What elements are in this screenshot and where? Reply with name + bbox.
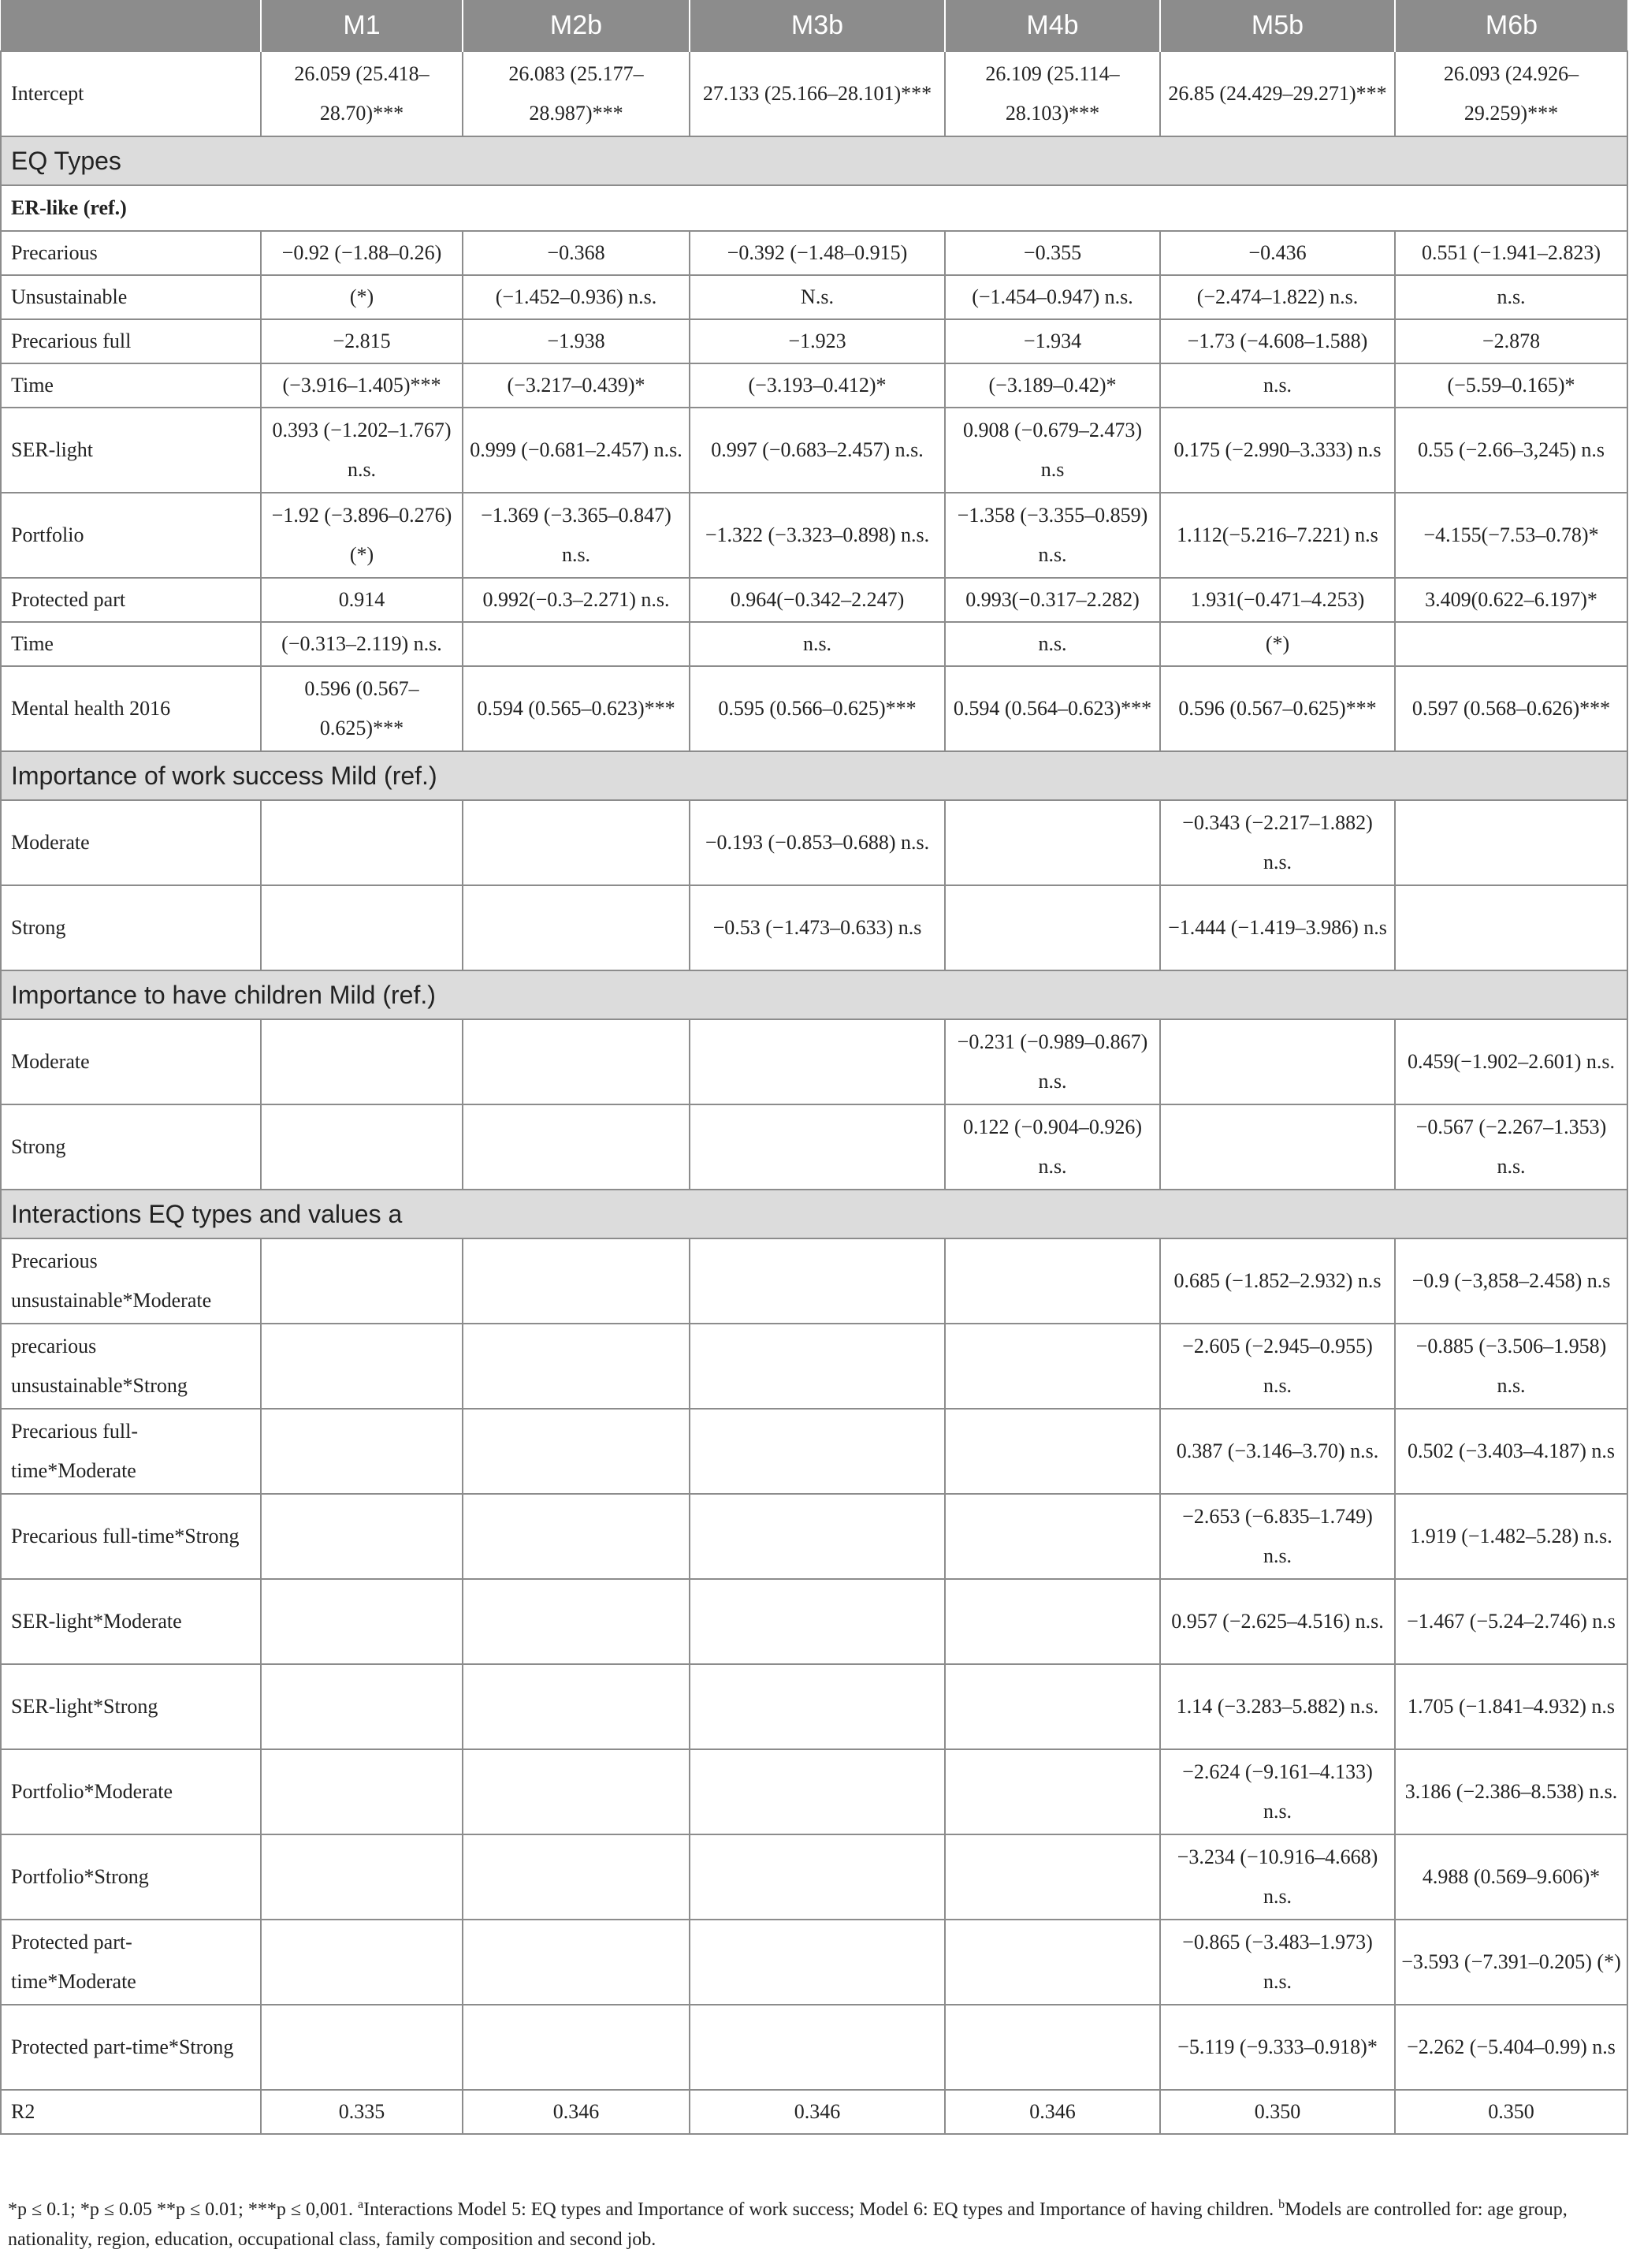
table-body <box>1 51 1627 2134</box>
row-label: Time <box>1 622 261 666</box>
table-cell <box>945 2005 1160 2090</box>
table-cell <box>463 1749 690 1834</box>
table-cell <box>945 1664 1160 1749</box>
table-cell: 0.594 (0.564–0.623)*** <box>945 666 1160 751</box>
table-cell <box>690 2005 945 2090</box>
row-label: Precarious full <box>1 319 261 363</box>
table-cell: 0.502 (−3.403–4.187) n.s <box>1395 1409 1627 1494</box>
section-heading: Importance of work success Mild (ref.) <box>1 751 1627 800</box>
table-cell <box>690 1238 945 1324</box>
table-cell: −0.865 (−3.483–1.973) n.s. <box>1160 1920 1395 2005</box>
table-cell <box>463 1104 690 1190</box>
table-cell: −0.368 <box>463 231 690 275</box>
table-cell <box>690 1409 945 1494</box>
section-row <box>1 1190 1627 1238</box>
table-cell <box>463 885 690 970</box>
table-cell <box>463 800 690 885</box>
table-row <box>1 1238 1627 1324</box>
table-cell: 0.964(−0.342–2.247) <box>690 578 945 622</box>
table-cell <box>261 2005 463 2090</box>
table-cell <box>463 1409 690 1494</box>
table-row <box>1 363 1627 408</box>
table-cell: 1.931(−0.471–4.253) <box>1160 578 1395 622</box>
table-row <box>1 2090 1627 2134</box>
table-cell <box>1395 622 1627 666</box>
table-row <box>1 1749 1627 1834</box>
table-cell <box>690 1494 945 1579</box>
table-cell: −3.593 (−7.391–0.205) (*) <box>1395 1920 1627 2005</box>
table-cell: n.s. <box>1395 275 1627 319</box>
table-cell <box>690 1019 945 1104</box>
table-cell: −0.392 (−1.48–0.915) <box>690 231 945 275</box>
table-cell: −0.343 (−2.217–1.882) n.s. <box>1160 800 1395 885</box>
table-cell <box>261 1324 463 1409</box>
table-cell: 0.908 (−0.679–2.473) n.s <box>945 408 1160 493</box>
table-cell <box>261 1579 463 1664</box>
table-cell: −1.444 (−1.419–3.986) n.s <box>1160 885 1395 970</box>
table-cell <box>1395 885 1627 970</box>
table-cell: −2.653 (−6.835–1.749) n.s. <box>1160 1494 1395 1579</box>
table-row <box>1 1920 1627 2005</box>
table-cell: −2.878 <box>1395 319 1627 363</box>
row-label: Protected part <box>1 578 261 622</box>
table-cell <box>463 2005 690 2090</box>
table-cell: −2.605 (−2.945–0.955) n.s. <box>1160 1324 1395 1409</box>
table-cell: −0.9 (−3,858–2.458) n.s <box>1395 1238 1627 1324</box>
table-row <box>1 275 1627 319</box>
table-cell <box>261 1664 463 1749</box>
table-cell <box>690 1104 945 1190</box>
table-row <box>1 622 1627 666</box>
table-cell <box>261 1238 463 1324</box>
table-cell <box>1160 1019 1395 1104</box>
table-cell <box>463 1494 690 1579</box>
table-cell: (−1.452–0.936) n.s. <box>463 275 690 319</box>
table-cell: −5.119 (−9.333–0.918)* <box>1160 2005 1395 2090</box>
table-cell: 0.596 (0.567–0.625)*** <box>261 666 463 751</box>
table-cell <box>945 1324 1160 1409</box>
table-cell: −1.73 (−4.608–1.588) <box>1160 319 1395 363</box>
table-cell: 0.999 (−0.681–2.457) n.s. <box>463 408 690 493</box>
table-cell: −0.885 (−3.506–1.958) n.s. <box>1395 1324 1627 1409</box>
row-label: Portfolio*Moderate <box>1 1749 261 1834</box>
table-cell: 0.350 <box>1160 2090 1395 2134</box>
table-cell <box>945 1238 1160 1324</box>
table-cell: −0.231 (−0.989–0.867) n.s. <box>945 1019 1160 1104</box>
table-cell <box>261 1834 463 1920</box>
table-row <box>1 1664 1627 1749</box>
table-cell: −0.193 (−0.853–0.688) n.s. <box>690 800 945 885</box>
table-cell: −1.92 (−3.896–0.276)(*) <box>261 493 463 578</box>
row-label: Precarious full-time*Strong <box>1 1494 261 1579</box>
header-cell: M2b <box>463 0 690 51</box>
row-label: Portfolio <box>1 493 261 578</box>
table-cell: −4.155(−7.53–0.78)* <box>1395 493 1627 578</box>
table-cell <box>261 885 463 970</box>
table-row <box>1 1409 1627 1494</box>
table-cell: 0.594 (0.565–0.623)*** <box>463 666 690 751</box>
table-cell <box>463 1019 690 1104</box>
table-cell: 0.595 (0.566–0.625)*** <box>690 666 945 751</box>
table-cell: −0.92 (−1.88–0.26) <box>261 231 463 275</box>
section-row <box>1 970 1627 1019</box>
row-label: Portfolio*Strong <box>1 1834 261 1920</box>
table-cell <box>945 1579 1160 1664</box>
table-cell: 26.85 (24.429–29.271)*** <box>1160 51 1395 136</box>
table-cell: −0.567 (−2.267–1.353) n.s. <box>1395 1104 1627 1190</box>
table-cell <box>463 1834 690 1920</box>
table-row <box>1 493 1627 578</box>
table-cell: n.s. <box>945 622 1160 666</box>
table-cell: n.s. <box>690 622 945 666</box>
table-cell: 26.083 (25.177–28.987)*** <box>463 51 690 136</box>
table-cell: −1.923 <box>690 319 945 363</box>
row-label: SER-light*Strong <box>1 1664 261 1749</box>
table-cell: 3.186 (−2.386–8.538) n.s. <box>1395 1749 1627 1834</box>
header-cell: M4b <box>945 0 1160 51</box>
table-cell: 0.350 <box>1395 2090 1627 2134</box>
table-row <box>1 1494 1627 1579</box>
table-cell <box>690 1579 945 1664</box>
table-row <box>1 1104 1627 1190</box>
table-cell: 27.133 (25.166–28.101)*** <box>690 51 945 136</box>
table-cell <box>945 800 1160 885</box>
table-cell: 1.14 (−3.283–5.882) n.s. <box>1160 1664 1395 1749</box>
table-row <box>1 1324 1627 1409</box>
header-cell: M1 <box>261 0 463 51</box>
table-cell: (−2.474–1.822) n.s. <box>1160 275 1395 319</box>
footnote-marker: b <box>1278 2198 1285 2211</box>
table-cell <box>945 1834 1160 1920</box>
row-label: Precarious <box>1 231 261 275</box>
table-cell: −1.358 (−3.355–0.859) n.s. <box>945 493 1160 578</box>
row-label: SER-light <box>1 408 261 493</box>
table-cell <box>690 1920 945 2005</box>
table-cell <box>1160 1104 1395 1190</box>
table-cell: −1.322 (−3.323–0.898) n.s. <box>690 493 945 578</box>
section-heading: EQ Types <box>1 136 1627 185</box>
section-heading: Interactions EQ types and values a <box>1 1190 1627 1238</box>
table-cell: −2.815 <box>261 319 463 363</box>
footnote-text: Models are controlled for: age group, nationality, region, education, occupational class, family composition and second job. <box>8 2199 1568 2250</box>
table-cell: (−3.217–0.439)* <box>463 363 690 408</box>
table-row <box>1 666 1627 751</box>
table-cell: 0.685 (−1.852–2.932) n.s <box>1160 1238 1395 1324</box>
table-cell <box>261 1920 463 2005</box>
table-cell <box>945 1749 1160 1834</box>
header-cell: M5b <box>1160 0 1395 51</box>
table-cell <box>1395 800 1627 885</box>
table-row <box>1 885 1627 970</box>
row-label: precarious unsustainable*Strong <box>1 1324 261 1409</box>
table-cell: −0.436 <box>1160 231 1395 275</box>
table-cell: 1.919 (−1.482–5.28) n.s. <box>1395 1494 1627 1579</box>
table-cell: 1.705 (−1.841–4.932) n.s <box>1395 1664 1627 1749</box>
table-cell: 0.459(−1.902–2.601) n.s. <box>1395 1019 1627 1104</box>
table-cell <box>945 1920 1160 2005</box>
row-label: Strong <box>1 885 261 970</box>
table-cell: (*) <box>261 275 463 319</box>
table-cell: −1.467 (−5.24–2.746) n.s <box>1395 1579 1627 1664</box>
table-cell: 0.551 (−1.941–2.823) <box>1395 231 1627 275</box>
row-label: Precarious unsustainable*Moderate <box>1 1238 261 1324</box>
table-cell: 0.175 (−2.990–3.333) n.s <box>1160 408 1395 493</box>
row-label: Protected part-time*Strong <box>1 2005 261 2090</box>
table-row <box>1 319 1627 363</box>
table-cell: 0.914 <box>261 578 463 622</box>
table-cell: −1.369 (−3.365–0.847) n.s. <box>463 493 690 578</box>
table-cell: N.s. <box>690 275 945 319</box>
table-cell: 26.093 (24.926–29.259)*** <box>1395 51 1627 136</box>
table-cell <box>261 800 463 885</box>
table-cell: 0.346 <box>690 2090 945 2134</box>
table-cell <box>261 1409 463 1494</box>
table-cell: −1.938 <box>463 319 690 363</box>
table-footnote <box>8 2195 1623 2255</box>
row-label: R2 <box>1 2090 261 2134</box>
table-cell: n.s. <box>1160 363 1395 408</box>
table-cell: 0.387 (−3.146–3.70) n.s. <box>1160 1409 1395 1494</box>
table-cell: 0.122 (−0.904–0.926) n.s. <box>945 1104 1160 1190</box>
header-cell: M6b <box>1395 0 1627 51</box>
row-label: SER-light*Moderate <box>1 1579 261 1664</box>
table-cell: (−3.193–0.412)* <box>690 363 945 408</box>
table-cell: (−3.189–0.42)* <box>945 363 1160 408</box>
table-row <box>1 578 1627 622</box>
table-cell: −0.53 (−1.473–0.633) n.s <box>690 885 945 970</box>
table-cell <box>261 1104 463 1190</box>
section-heading: Importance to have children Mild (ref.) <box>1 970 1627 1019</box>
table-cell: 0.597 (0.568–0.626)*** <box>1395 666 1627 751</box>
table-cell: 0.957 (−2.625–4.516) n.s. <box>1160 1579 1395 1664</box>
table-row <box>1 800 1627 885</box>
table-cell: 0.346 <box>945 2090 1160 2134</box>
row-label: Precarious full-time*Moderate <box>1 1409 261 1494</box>
table-cell <box>261 1019 463 1104</box>
header-row <box>1 0 1627 51</box>
table-cell <box>945 1494 1160 1579</box>
table-cell: 0.992(−0.3–2.271) n.s. <box>463 578 690 622</box>
table-row <box>1 2005 1627 2090</box>
row-label: Strong <box>1 1104 261 1190</box>
table-row <box>1 51 1627 136</box>
table-cell: −3.234 (−10.916–4.668) n.s. <box>1160 1834 1395 1920</box>
table-cell: 0.997 (−0.683–2.457) n.s. <box>690 408 945 493</box>
table-cell <box>945 885 1160 970</box>
row-label: Intercept <box>1 51 261 136</box>
table-cell <box>463 1324 690 1409</box>
table-cell: (*) <box>1160 622 1395 666</box>
table-cell: 0.335 <box>261 2090 463 2134</box>
header-cell <box>1 0 261 51</box>
table-cell: 0.393 (−1.202–1.767) n.s. <box>261 408 463 493</box>
table-cell <box>463 1664 690 1749</box>
table-cell: (−3.916–1.405)*** <box>261 363 463 408</box>
table-cell <box>690 1324 945 1409</box>
section-row <box>1 136 1627 185</box>
table-cell: −2.262 (−5.404–0.99) n.s <box>1395 2005 1627 2090</box>
table-row <box>1 408 1627 493</box>
footnote-text: Interactions Model 5: EQ types and Importance of work success; Model 6: EQ types and Importance of having children. <box>363 2199 1279 2220</box>
table-cell <box>945 1409 1160 1494</box>
table-cell: 26.109 (25.114–28.103)*** <box>945 51 1160 136</box>
table-cell <box>463 1579 690 1664</box>
table-cell <box>690 1664 945 1749</box>
row-label: Unsustainable <box>1 275 261 319</box>
row-label: Moderate <box>1 1019 261 1104</box>
table-cell: (−5.59–0.165)* <box>1395 363 1627 408</box>
row-label: Protected part-time*Moderate <box>1 1920 261 2005</box>
table-cell <box>261 1749 463 1834</box>
row-label: Mental health 2016 <box>1 666 261 751</box>
table-cell <box>690 1749 945 1834</box>
reference-label: ER-like (ref.) <box>1 185 1627 231</box>
table-cell: 0.596 (0.567–0.625)*** <box>1160 666 1395 751</box>
table-cell: −0.355 <box>945 231 1160 275</box>
header-cell: M3b <box>690 0 945 51</box>
table-cell <box>690 1834 945 1920</box>
reference-row <box>1 185 1627 231</box>
table-cell: 0.55 (−2.66–3,245) n.s <box>1395 408 1627 493</box>
table-row <box>1 1019 1627 1104</box>
table-cell: 1.112(−5.216–7.221) n.s <box>1160 493 1395 578</box>
section-row <box>1 751 1627 800</box>
table-cell: (−1.454–0.947) n.s. <box>945 275 1160 319</box>
table-row <box>1 1834 1627 1920</box>
table-cell: −1.934 <box>945 319 1160 363</box>
table-cell <box>463 1920 690 2005</box>
table-cell <box>463 622 690 666</box>
table-cell: −2.624 (−9.161–4.133) n.s. <box>1160 1749 1395 1834</box>
table-row <box>1 1579 1627 1664</box>
row-label: Moderate <box>1 800 261 885</box>
table-cell: (−0.313–2.119) n.s. <box>261 622 463 666</box>
row-label: Time <box>1 363 261 408</box>
table-cell <box>463 1238 690 1324</box>
table-cell: 3.409(0.622–6.197)* <box>1395 578 1627 622</box>
table-row <box>1 231 1627 275</box>
table-cell: 4.988 (0.569–9.606)* <box>1395 1834 1627 1920</box>
table-cell: 26.059 (25.418–28.70)*** <box>261 51 463 136</box>
footnote-marker: a <box>358 2198 364 2211</box>
table-cell: 0.346 <box>463 2090 690 2134</box>
footnote-text: *p ≤ 0.1; *p ≤ 0.05 **p ≤ 0.01; ***p ≤ 0,001. <box>8 2199 359 2220</box>
table-cell: 0.993(−0.317–2.282) <box>945 578 1160 622</box>
table-cell <box>261 1494 463 1579</box>
